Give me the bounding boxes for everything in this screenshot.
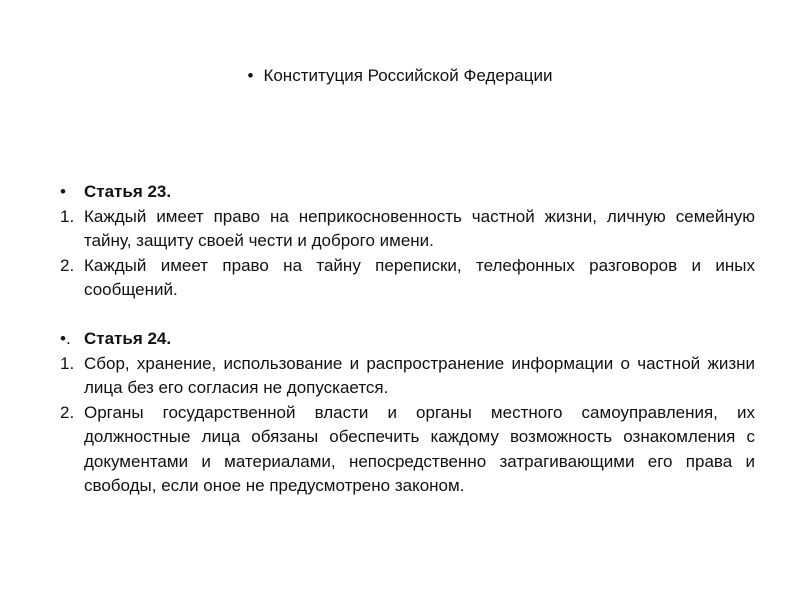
page-title <box>0 64 800 88</box>
item-number: 1. <box>60 206 75 226</box>
article-heading <box>60 327 755 352</box>
item-number: 2. <box>60 402 75 422</box>
article-title: Статья 24. <box>84 329 172 348</box>
list-item <box>60 205 755 254</box>
article-title: Статья 23. <box>84 182 172 201</box>
item-text: Сбор, хранение, использование и распространение информации о частной жизни лица без его согласия не допускается. <box>84 353 755 397</box>
article-heading <box>60 180 755 205</box>
item-number: 2. <box>60 255 75 275</box>
item-text: Каждый имеет право на неприкосновенность частной жизни, личную семейную тайну, защиту своей чести и доброго имени. <box>84 206 755 250</box>
spacer <box>60 303 755 328</box>
bullet-icon: • <box>60 182 66 201</box>
title-text: Конституция Российской Федерации <box>263 66 553 85</box>
document-body <box>60 180 755 499</box>
list-item <box>60 352 755 401</box>
bullet-icon: •. <box>60 329 71 348</box>
bullet-icon: • <box>247 66 254 85</box>
list-item <box>60 401 755 499</box>
item-number: 1. <box>60 353 75 373</box>
list-item <box>60 254 755 303</box>
item-text: Органы государственной власти и органы местного самоуправления, их должностные лица обязаны обеспечить каждому возможность ознакомления с документами и материалами, непосредственно затрагивающими его права и свободы, если оное не предусмотрено законом. <box>84 402 755 495</box>
item-text: Каждый имеет право на тайну переписки, телефонных разговоров и иных сообщений. <box>84 255 755 299</box>
